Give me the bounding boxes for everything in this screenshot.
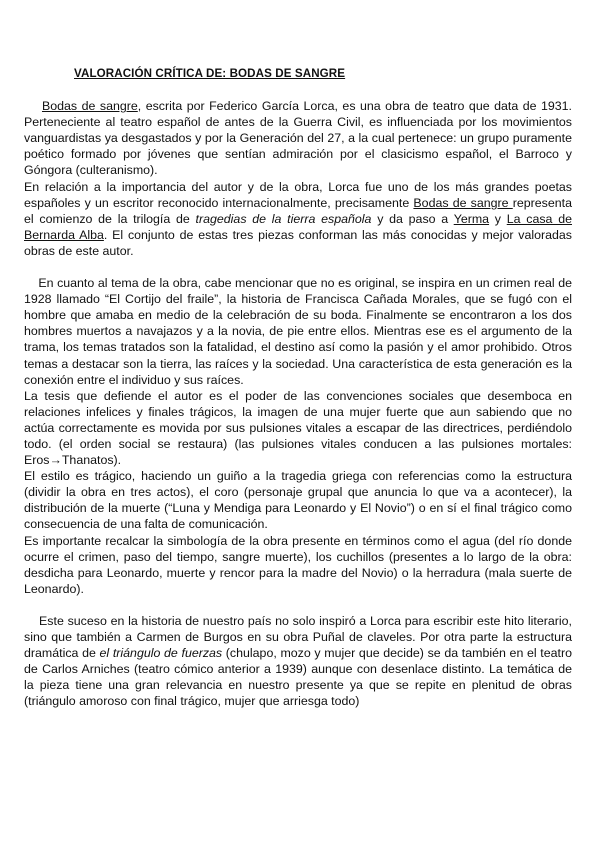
paragraph-text: , escrita por Federico García Lorca, es una obra de teatro que data de 1931. Perteneciente al teatro español de antes de la Guerra Civil, es influenciada por los movimientos vanguardistas ya desgastados y por la Generación del 27, a la cual pertenece: un grupo puramente poético formado por jóvenes que sentían admiración por el clasicismo español, el Barroco y Góngora (culteranismo). (24, 99, 572, 178)
trilogy-name: tragedias de la tierra española (195, 211, 372, 226)
paragraph-intro (24, 98, 572, 178)
paragraph-style: El estilo es trágico, haciendo un guiño a la tragedia griega con referencias como la estructura (dividir la obra en tres actos), el coro (personaje grupal que anuncia lo que va a acontecer), la distribución de la muerte (“Luna y Mendiga para Leonardo y El Novio”) o en sí el final trágico como consecuencia de una falta de comunicación. (24, 469, 572, 532)
paragraph-text: y da paso a (371, 211, 454, 226)
paragraph-importance (24, 179, 572, 259)
document-page (24, 66, 572, 709)
paragraph-text: Este suceso en la historia de nuestro país no solo inspiró a Lorca para escribir este hito literario, sino que también a Carmen de Burgos en su obra Puñal de claveles. Por otra parte la estructura dramática de (24, 613, 572, 661)
paragraph-symbolism: Es importante recalcar la simbología de la obra presente en términos como el agua (del río donde ocurre el crimen, paso del tiempo, sangre muerte), los cuchillos (presentes a lo largo de la obra: desdicha para Leonardo, muerte y rencor para la madre del Novio) o la herradura (mala suerte de Leonardo). (24, 533, 572, 596)
work-title-reference: Yerma (453, 211, 490, 226)
paragraph-text: En cuanto al tema de la obra, cabe mencionar que no es original, se inspira en un crimen real de 1928 llamado “El Cortijo del fraile”, la historia de Francisca Cañada Morales, que se fugó con el hombre que amaba en medio de la celebración de su boda. Finalmente se encontraron a los dos hombres muertos a navajazos y a la novia, de pie entre ellos. Mientras ese es el argumento de la trama, los temas tratados son la fatalidad, el destino así como la pasión y el amor prohibido. Otros temas a destacar son la tierra, las raíces y la sociedad. Una característica de esta generación es la conexión entre el individuo y sus raíces. (24, 276, 572, 387)
paragraph-theme (24, 275, 572, 388)
paragraph-text: y (489, 211, 507, 226)
paragraph-gap (24, 597, 572, 613)
paragraph-text: (chulapo, mozo y mujer que decide) se da también en el teatro de Carlos Arniches (teatro cómico anterior a 1939) aunque con desenlace distinto. La temática de la pieza tiene una gran relevancia en nuestro presente ya que se repite en plenitud de obras (triángulo amoroso con final trágico, mujer que arriesga todo) (24, 646, 572, 709)
document-title: VALORACIÓN CRÍTICA DE: BODAS DE SANGRE (74, 67, 346, 80)
work-title-reference: La casa de Bernarda Alba (24, 211, 572, 242)
paragraph-thesis: La tesis que defiende el autor es el poder de las convenciones sociales que desemboca en relaciones infelices y finales trágicos, la imagen de una mujer fuerte que aun sabiendo que no actúa correctamente es movida por sus pulsiones vitales a escapar de las directrices, perdiéndolo todo. (el orden social se restaura) (las pulsiones vitales conducen a las pulsiones mortales: Eros→Thanatos). (24, 388, 572, 468)
paragraph-text: . El conjunto de estas tres piezas conforman las más conocidas y mejor valoradas obras de este autor. (24, 227, 572, 258)
paragraph-text: representa el comienzo de la trilogía de (24, 195, 572, 226)
paragraph-influence (24, 613, 572, 710)
paragraph-gap (24, 259, 572, 275)
work-title-reference: Bodas de sangre (413, 195, 513, 210)
paragraph-text: En relación a la importancia del autor y de la obra, Lorca fue uno de los más grandes poetas españoles y un escritor reconocido internacionalmente, precisamente (24, 179, 572, 210)
work-title-reference: Bodas de sangre (41, 99, 138, 114)
structure-term: el triángulo de fuerzas (99, 646, 223, 661)
